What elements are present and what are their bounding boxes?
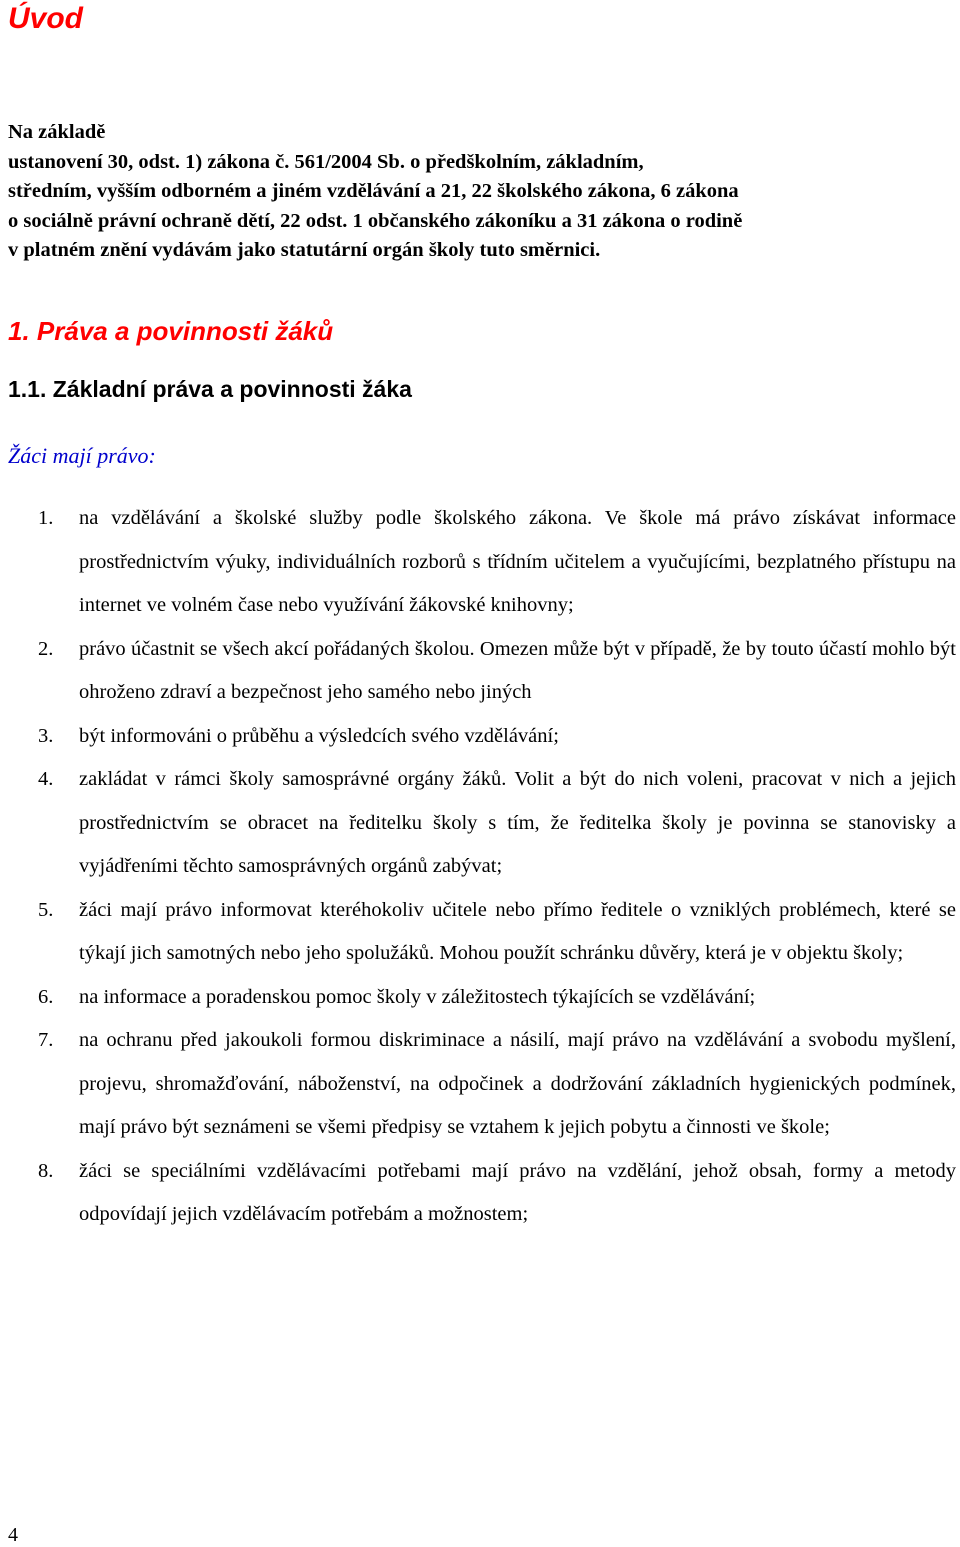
list-item-number: 4. (38, 768, 54, 790)
list-item-text: žáci mají právo informovat kteréhokoliv učitele nebo přímo ředitele o vzniklých problémech, které se týkají jich samotných nebo jeho spolužáků. Mohou použít schránku důvěry, která je v objektu školy; (79, 898, 956, 964)
intro-line: ustanovení 30, odst. 1) zákona č. 561/2004 Sb. o předškolním, základním, (8, 150, 644, 173)
list-item-number: 5. (38, 898, 54, 921)
intro-paragraph (8, 118, 958, 266)
list-item-number: 1. (38, 507, 54, 529)
list-item (8, 1150, 956, 1237)
list-item (8, 1019, 956, 1150)
list-item (8, 715, 956, 759)
list-item-text: zakládat v rámci školy samosprávné orgány žáků. Volit a být do nich voleni, pracovat v nich a jejich prostřednictvím se obracet na ředitelku školy s tím, že ředitelka školy je povinna se stanovisky a vyjádřeními těchto samosprávných orgánů zabývat; (79, 768, 956, 877)
list-item (8, 497, 956, 628)
list-item (8, 889, 956, 976)
intro-line: o sociálně právní ochraně dětí, 22 odst. 1 občanského zákoníku a 31 zákona o rodině (8, 209, 743, 232)
list-item-number: 8. (38, 1159, 54, 1182)
list-item-number: 7. (38, 1029, 54, 1051)
page-title: Úvod (8, 2, 83, 35)
list-item (8, 758, 956, 889)
list-item-number: 6. (38, 985, 54, 1008)
list-item (8, 628, 956, 715)
list-item-number: 3. (38, 724, 54, 747)
subsection-heading: 1.1. Základní práva a povinnosti žáka (8, 376, 412, 402)
list-item-number: 2. (38, 637, 54, 660)
intro-line: středním, vyšším odborném a jiném vzdělávání a 21, 22 školského zákona, 6 zákona (8, 180, 739, 202)
list-item-text: na ochranu před jakoukoli formou diskriminace a násilí, mají právo na vzdělávání a svobodu myšlení, projevu, shromažďování, náboženství, na odpočinek a dodržování základních hygienických podmínek, mají právo být seznámeni se všemi předpisy se vztahem k jejich pobytu a činnosti ve škole; (79, 1029, 956, 1138)
list-item-text: být informováni o průběhu a výsledcích svého vzdělávání; (79, 724, 559, 747)
rights-lead: Žáci mají právo: (8, 443, 156, 468)
intro-line: v platném znění vydávám jako statutární orgán školy tuto směrnici. (8, 239, 601, 261)
page-number: 4 (8, 1524, 18, 1546)
intro-line: Na základě (8, 121, 106, 143)
list-item-text: právo účastnit se všech akcí pořádaných školou. Omezen může být v případě, že by touto účastí mohlo být ohroženo zdraví a bezpečnost jeho samého nebo jiných (79, 637, 956, 703)
rights-list (8, 497, 956, 1237)
list-item-text: na vzdělávání a školské služby podle školského zákona. Ve škole má právo získávat informace prostřednictvím výuky, individuálních rozborů s třídním učitelem a vyučujícími, bezplatného přístupu na internet ve volném čase nebo využívání žákovské knihovny; (79, 507, 956, 616)
list-item-text: na informace a poradenskou pomoc školy v záležitostech týkajících se vzdělávání; (79, 985, 756, 1008)
list-item-text: žáci se speciálními vzdělávacími potřebami mají právo na vzdělání, jehož obsah, formy a metody odpovídají jejich vzdělávacím potřebám a možnostem; (79, 1159, 956, 1225)
section-heading: 1. Práva a povinnosti žáků (8, 316, 334, 346)
list-item (8, 976, 956, 1020)
